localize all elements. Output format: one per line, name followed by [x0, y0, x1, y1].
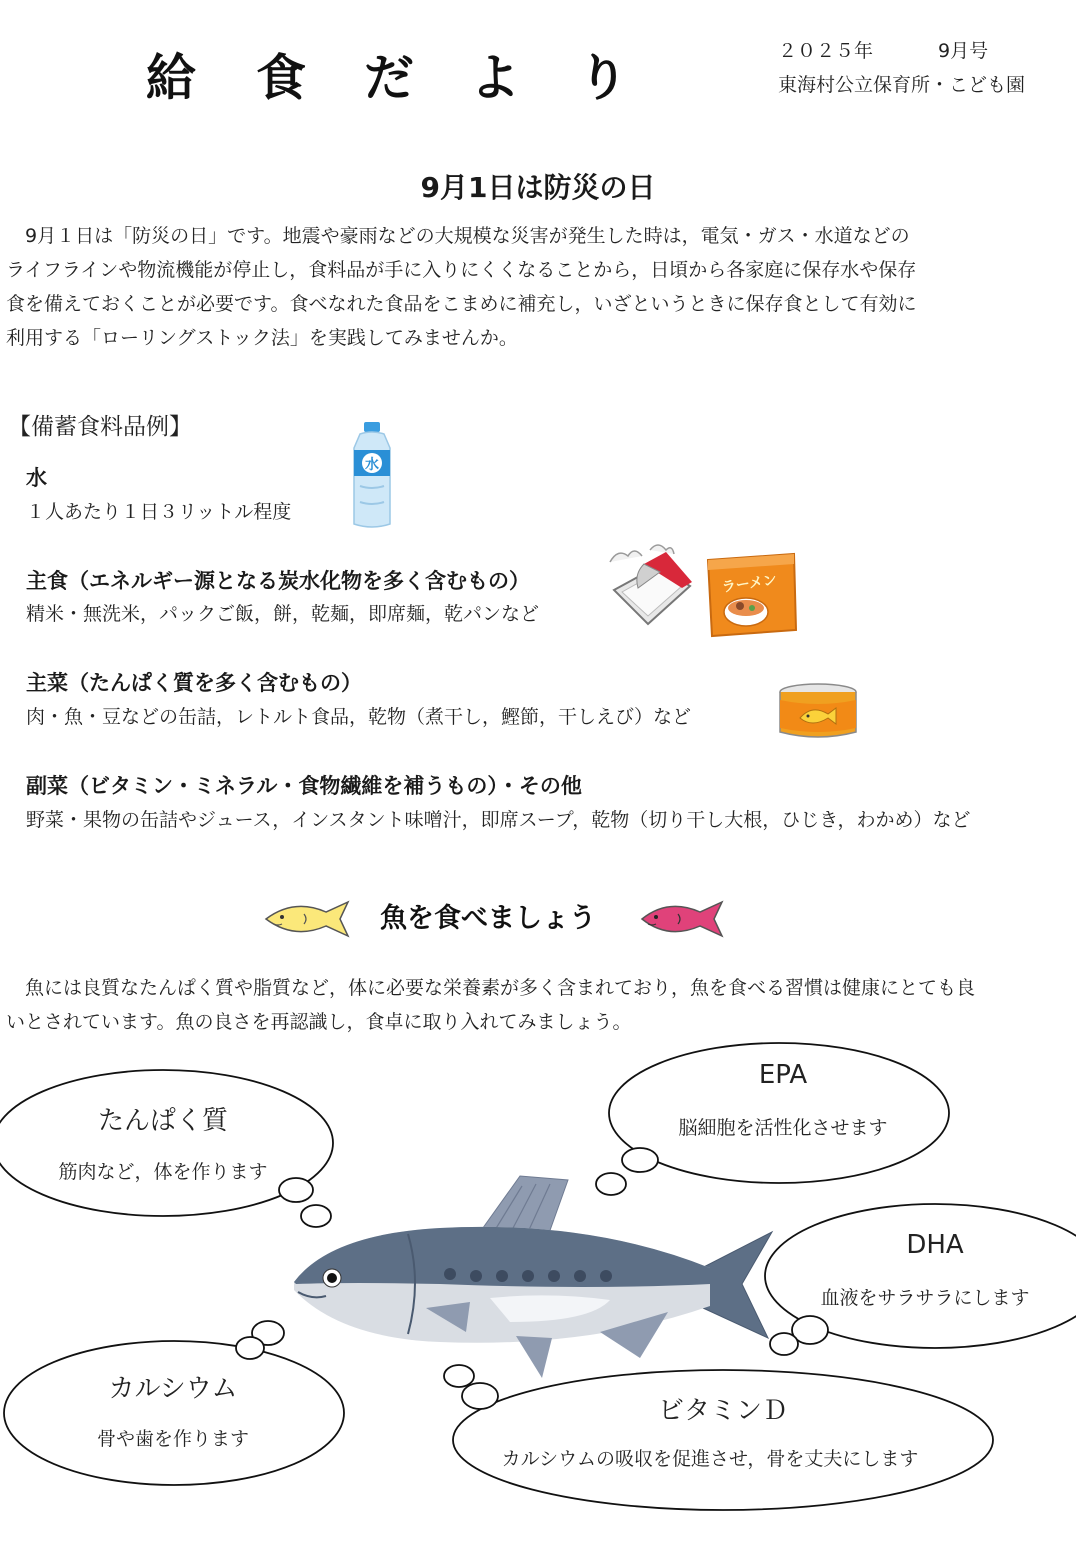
paragraph-line: 利用する「ローリングストック法」を実践してみませんか。 [6, 327, 518, 349]
item-staple-body: 精米・無洗米，パックご飯，餅，乾麺，即席麺，乾パンなど [26, 603, 540, 625]
bubble-vitamin-d-title: ビタミンＤ [657, 1396, 788, 1426]
title-char: り [578, 49, 628, 107]
paragraph-line: いとされています。魚の良さを再認識し，食卓に取り入れてみましょう。 [6, 1011, 632, 1033]
paragraph-line: 9月１日は「防災の日」です。地震や豪雨などの大規模な災害が発生した時は，電気・ガス・水道などの [6, 225, 910, 247]
bubble-protein-text: 筋肉など，体を作ります [58, 1161, 268, 1183]
bubble-dha-title: DHA [906, 1230, 964, 1260]
bubble-protein-title: たんぱく質 [97, 1106, 228, 1136]
bubble-calcium-text: 骨や歯を作ります [96, 1428, 249, 1450]
bubble-calcium-title: カルシウム [108, 1374, 238, 1404]
bubble-vitamin-d-text: カルシウムの吸収を促進させ，骨を丈夫にします [501, 1448, 919, 1470]
paragraph-line: ライフラインや物流機能が停止し，食料品が手に入りにくくなることから，日頃から各家庭に保存水や保存 [6, 259, 917, 281]
item-staple-head: 主食（エネルギー源となる炭水化物を多く含むもの） [26, 569, 530, 593]
issue-month: 9月号 [938, 40, 989, 62]
paragraph-line: 食を備えておくことが必要です。食べなれた食品をこまめに補充し，いざというときに保存食として有効に [6, 293, 917, 315]
item-side-head: 副菜（ビタミン・ミネラル・食物繊維を補うもの）・その他 [26, 774, 582, 798]
item-side-body: 野菜・果物の缶詰やジュース，インスタント味噌汁，即席スープ，乾物（切り干し大根，ひじき，わかめ）など [26, 809, 971, 831]
bubble-dha-text: 血液をサラサラにします [820, 1287, 1030, 1309]
disaster-heading: 9月1日は防災の日 [420, 171, 656, 204]
bottle-label: 水 [365, 457, 379, 473]
title-char: 給 [146, 49, 196, 107]
item-main-body: 肉・魚・豆などの缶詰，レトルト食品，乾物（煮干し，鰹節，干しえび）など [26, 706, 692, 728]
paragraph-line: 魚には良質なたんぱく質や脂質など，体に必要な栄養素が多く含まれており，魚を食べる習慣は健康にとても良 [6, 977, 976, 999]
sardine-icon [290, 1172, 780, 1386]
publisher: 東海村公立保育所・こども園 [778, 74, 1026, 96]
issue-year: ２０２５年 [778, 40, 874, 62]
title-char: だ [364, 49, 414, 107]
item-main-head: 主菜（たんぱく質を多く含むもの） [26, 671, 362, 695]
item-water-body: １人あたり１日３リットル程度 [26, 501, 292, 523]
ramen-label: ラーメン [720, 572, 778, 596]
bubble-epa-title: EPA [758, 1060, 808, 1090]
title-char: 食 [256, 49, 306, 107]
fish-heading: 魚を食べましょう [380, 903, 596, 934]
item-water-head: 水 [26, 466, 47, 490]
stock-label: 【備蓄食料品例】 [8, 414, 192, 440]
title-char: よ [470, 49, 520, 107]
bubble-epa-text: 脳細胞を活性化させます [678, 1117, 888, 1139]
